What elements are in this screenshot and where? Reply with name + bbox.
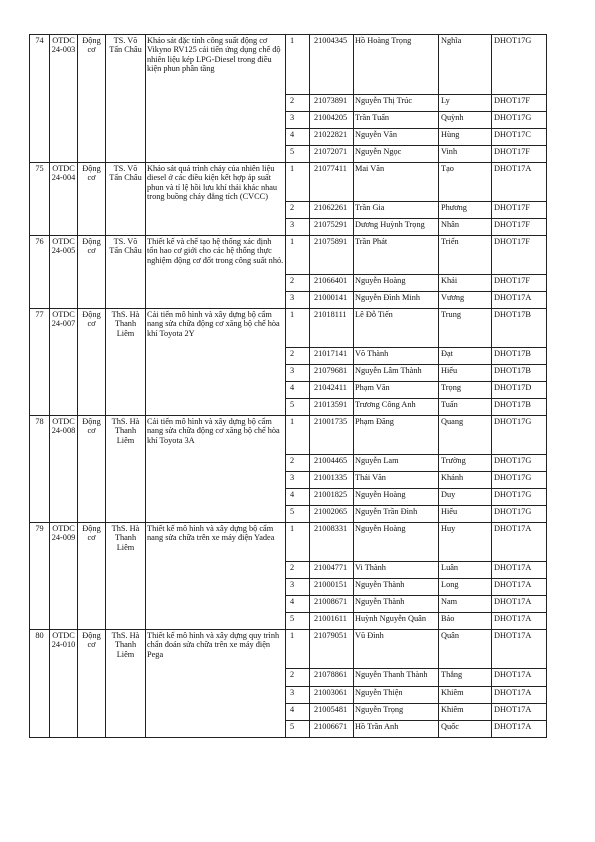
student-class-cell: DHOT17A xyxy=(492,687,547,704)
project-field-cell: Động cơ xyxy=(78,523,106,630)
student-id-cell: 21004465 xyxy=(310,455,354,472)
student-given-name-cell: Nam xyxy=(439,596,492,613)
lecturer-cell: ThS. Hà Thanh Liêm xyxy=(106,630,146,738)
topic-cell: Cải tiến mô hình và xây dựng bộ cẩm nang sửa chữa động cơ xăng bộ chế hòa khí Toyota 3A xyxy=(146,416,286,523)
student-given-name-cell: Thắng xyxy=(439,669,492,687)
student-given-name-cell: Quang xyxy=(439,416,492,455)
project-code-cell: OTDC 24-010 xyxy=(50,630,78,738)
topic-cell: Thiết kế và chế tạo hệ thống xác định tổn hao cơ giới cho các hệ thống thực nghiệm động cơ đốt trong công suất nhỏ. xyxy=(146,236,286,309)
student-class-cell: DHOT17A xyxy=(492,630,547,669)
student-id-cell: 21004771 xyxy=(310,562,354,579)
student-id-cell: 21003061 xyxy=(310,687,354,704)
student-index-cell: 1 xyxy=(286,163,310,202)
student-class-cell: DHOT17A xyxy=(492,669,547,687)
student-id-cell: 21001825 xyxy=(310,489,354,506)
student-id-cell: 21017141 xyxy=(310,348,354,365)
lecturer-cell: TS. Võ Tấn Châu xyxy=(106,35,146,163)
student-surname-cell: Trần Gia xyxy=(354,202,439,219)
lecturer-cell: ThS. Hà Thanh Liêm xyxy=(106,309,146,416)
student-given-name-cell: Phương xyxy=(439,202,492,219)
student-surname-cell: Nguyễn Thanh Thành xyxy=(354,669,439,687)
table-row xyxy=(30,309,547,348)
student-given-name-cell: Khiêm xyxy=(439,687,492,704)
table-row xyxy=(30,236,547,275)
student-surname-cell: Nguyễn Ngọc xyxy=(354,146,439,163)
student-index-cell: 1 xyxy=(286,309,310,348)
student-id-cell: 21005481 xyxy=(310,704,354,721)
student-class-cell: DHOT17B xyxy=(492,348,547,365)
student-given-name-cell: Quân xyxy=(439,630,492,669)
student-surname-cell: Nguyễn Thành xyxy=(354,579,439,596)
project-code-cell: OTDC 24-005 xyxy=(50,236,78,309)
lecturer-cell: TS. Võ Tấn Châu xyxy=(106,163,146,236)
student-index-cell: 2 xyxy=(286,669,310,687)
student-index-cell: 2 xyxy=(286,202,310,219)
student-class-cell: DHOT17B xyxy=(492,365,547,382)
student-surname-cell: Nguyễn Đình Minh xyxy=(354,292,439,309)
student-index-cell: 4 xyxy=(286,129,310,146)
student-index-cell: 5 xyxy=(286,613,310,630)
student-class-cell: DHOT17A xyxy=(492,704,547,721)
student-given-name-cell: Khánh xyxy=(439,472,492,489)
project-field-cell: Động cơ xyxy=(78,416,106,523)
student-class-cell: DHOT17G xyxy=(492,506,547,523)
student-given-name-cell: Tạo xyxy=(439,163,492,202)
project-number-cell: 76 xyxy=(30,236,50,309)
student-index-cell: 1 xyxy=(286,630,310,669)
student-given-name-cell: Quỳnh xyxy=(439,112,492,129)
student-surname-cell: Dương Huỳnh Trọng xyxy=(354,219,439,236)
student-id-cell: 21008671 xyxy=(310,596,354,613)
student-surname-cell: Vi Thành xyxy=(354,562,439,579)
student-id-cell: 21066401 xyxy=(310,275,354,292)
student-surname-cell: Trương Công Anh xyxy=(354,399,439,416)
student-surname-cell: Nguyễn Hoàng xyxy=(354,275,439,292)
student-index-cell: 1 xyxy=(286,236,310,275)
thesis-topics-table-page xyxy=(29,34,546,738)
student-surname-cell: Nguyễn Thành xyxy=(354,596,439,613)
student-index-cell: 1 xyxy=(286,416,310,455)
topic-cell: Cải tiến mô hình và xây dựng bộ cẩm nang sửa chữa động cơ xăng bộ chế hòa khí Toyota 2Y xyxy=(146,309,286,416)
student-surname-cell: Hồ Trần Anh xyxy=(354,721,439,738)
student-id-cell: 21000141 xyxy=(310,292,354,309)
student-given-name-cell: Trung xyxy=(439,309,492,348)
student-surname-cell: Nguyễn Lâm Thành xyxy=(354,365,439,382)
student-index-cell: 3 xyxy=(286,579,310,596)
student-index-cell: 5 xyxy=(286,721,310,738)
student-class-cell: DHOT17F xyxy=(492,219,547,236)
student-class-cell: DHOT17C xyxy=(492,129,547,146)
topic-cell: Thiết kế mô hình và xây dựng quy trình chẩn đoán sửa chữa trên xe máy điện Pega xyxy=(146,630,286,738)
student-class-cell: DHOT17A xyxy=(492,292,547,309)
student-class-cell: DHOT17F xyxy=(492,236,547,275)
project-number-cell: 77 xyxy=(30,309,50,416)
student-class-cell: DHOT17B xyxy=(492,399,547,416)
table-body xyxy=(30,35,547,738)
student-given-name-cell: Khải xyxy=(439,275,492,292)
student-class-cell: DHOT17F xyxy=(492,95,547,112)
project-number-cell: 74 xyxy=(30,35,50,163)
student-surname-cell: Nguyễn Hoàng xyxy=(354,489,439,506)
student-class-cell: DHOT17A xyxy=(492,721,547,738)
student-class-cell: DHOT17A xyxy=(492,523,547,562)
student-class-cell: DHOT17G xyxy=(492,455,547,472)
student-given-name-cell: Nhân xyxy=(439,219,492,236)
project-number-cell: 79 xyxy=(30,523,50,630)
student-class-cell: DHOT17G xyxy=(492,112,547,129)
student-id-cell: 21002065 xyxy=(310,506,354,523)
student-given-name-cell: Vinh xyxy=(439,146,492,163)
table-row xyxy=(30,416,547,455)
project-number-cell: 75 xyxy=(30,163,50,236)
topic-cell: Khảo sát quá trình cháy của nhiên liệu diesel ở các điều kiện kết hợp áp suất phun và tỉ lệ hồi lưu khí thải khác nhau trong buồng cháy đẳng tích (CVCC) xyxy=(146,163,286,236)
project-field-cell: Động cơ xyxy=(78,35,106,163)
project-code-cell: OTDC 24-008 xyxy=(50,416,78,523)
student-id-cell: 21004345 xyxy=(310,35,354,95)
student-class-cell: DHOT17G xyxy=(492,489,547,506)
lecturer-cell: ThS. Hà Thanh Liêm xyxy=(106,416,146,523)
student-class-cell: DHOT17F xyxy=(492,146,547,163)
student-id-cell: 21018111 xyxy=(310,309,354,348)
student-index-cell: 4 xyxy=(286,382,310,399)
student-id-cell: 21013591 xyxy=(310,399,354,416)
student-surname-cell: Vũ Đình xyxy=(354,630,439,669)
table-row xyxy=(30,163,547,202)
student-id-cell: 21075291 xyxy=(310,219,354,236)
student-index-cell: 3 xyxy=(286,365,310,382)
student-class-cell: DHOT17A xyxy=(492,562,547,579)
student-given-name-cell: Luân xyxy=(439,562,492,579)
student-id-cell: 21042411 xyxy=(310,382,354,399)
student-id-cell: 21004205 xyxy=(310,112,354,129)
student-id-cell: 21001611 xyxy=(310,613,354,630)
student-surname-cell: Phạm Đăng xyxy=(354,416,439,455)
student-surname-cell: Nguyễn Văn xyxy=(354,129,439,146)
topic-cell: Khảo sát đặc tính công suất động cơ Vikyno RV125 cải tiến ứng dụng chế độ nhiên liệu kép LPG-Diesel trong điều kiện phun phân tầng xyxy=(146,35,286,163)
student-class-cell: DHOT17F xyxy=(492,275,547,292)
student-given-name-cell: Tuấn xyxy=(439,399,492,416)
student-id-cell: 21072071 xyxy=(310,146,354,163)
project-code-cell: OTDC 24-003 xyxy=(50,35,78,163)
student-given-name-cell: Trường xyxy=(439,455,492,472)
table-row xyxy=(30,35,547,95)
student-given-name-cell: Nghĩa xyxy=(439,35,492,95)
student-given-name-cell: Hiếu xyxy=(439,365,492,382)
student-surname-cell: Mai Văn xyxy=(354,163,439,202)
student-index-cell: 2 xyxy=(286,562,310,579)
project-field-cell: Động cơ xyxy=(78,630,106,738)
student-surname-cell: Nguyễn Thị Trúc xyxy=(354,95,439,112)
student-id-cell: 21079051 xyxy=(310,630,354,669)
student-id-cell: 21078861 xyxy=(310,669,354,687)
student-index-cell: 2 xyxy=(286,95,310,112)
student-index-cell: 3 xyxy=(286,112,310,129)
student-index-cell: 5 xyxy=(286,146,310,163)
student-index-cell: 3 xyxy=(286,687,310,704)
project-code-cell: OTDC 24-007 xyxy=(50,309,78,416)
topic-cell: Thiết kế mô hình và xây dựng bộ cẩm nang sửa chữa trên xe máy điện Yadea xyxy=(146,523,286,630)
student-surname-cell: Thái Văn xyxy=(354,472,439,489)
student-surname-cell: Trần Tuấn xyxy=(354,112,439,129)
project-number-cell: 80 xyxy=(30,630,50,738)
student-id-cell: 21001335 xyxy=(310,472,354,489)
student-surname-cell: Lê Đỗ Tiến xyxy=(354,309,439,348)
student-id-cell: 21001735 xyxy=(310,416,354,455)
project-field-cell: Động cơ xyxy=(78,236,106,309)
student-index-cell: 2 xyxy=(286,275,310,292)
student-id-cell: 21073891 xyxy=(310,95,354,112)
student-given-name-cell: Vương xyxy=(439,292,492,309)
student-given-name-cell: Bảo xyxy=(439,613,492,630)
student-surname-cell: Nguyễn Hoàng xyxy=(354,523,439,562)
project-number-cell: 78 xyxy=(30,416,50,523)
student-index-cell: 2 xyxy=(286,455,310,472)
student-surname-cell: Võ Thành xyxy=(354,348,439,365)
lecturer-cell: ThS. Hà Thanh Liêm xyxy=(106,523,146,630)
student-index-cell: 3 xyxy=(286,219,310,236)
student-surname-cell: Huỳnh Nguyễn Quân xyxy=(354,613,439,630)
student-class-cell: DHOT17F xyxy=(492,202,547,219)
table-row xyxy=(30,630,547,669)
student-id-cell: 21077411 xyxy=(310,163,354,202)
student-given-name-cell: Khiêm xyxy=(439,704,492,721)
student-id-cell: 21079681 xyxy=(310,365,354,382)
student-index-cell: 5 xyxy=(286,399,310,416)
student-given-name-cell: Huy xyxy=(439,523,492,562)
student-class-cell: DHOT17G xyxy=(492,472,547,489)
student-class-cell: DHOT17A xyxy=(492,163,547,202)
student-surname-cell: Hồ Hoàng Trọng xyxy=(354,35,439,95)
thesis-assignment-table xyxy=(29,34,547,738)
student-given-name-cell: Trọng xyxy=(439,382,492,399)
student-given-name-cell: Triển xyxy=(439,236,492,275)
student-id-cell: 21006671 xyxy=(310,721,354,738)
student-id-cell: 21008331 xyxy=(310,523,354,562)
student-given-name-cell: Long xyxy=(439,579,492,596)
student-class-cell: DHOT17G xyxy=(492,416,547,455)
student-surname-cell: Nguyễn Lam xyxy=(354,455,439,472)
student-id-cell: 21075891 xyxy=(310,236,354,275)
student-id-cell: 21000151 xyxy=(310,579,354,596)
student-class-cell: DHOT17A xyxy=(492,579,547,596)
student-given-name-cell: Ly xyxy=(439,95,492,112)
student-index-cell: 4 xyxy=(286,489,310,506)
student-index-cell: 1 xyxy=(286,35,310,95)
project-field-cell: Động cơ xyxy=(78,309,106,416)
student-given-name-cell: Hùng xyxy=(439,129,492,146)
lecturer-cell: TS. Võ Tấn Châu xyxy=(106,236,146,309)
student-surname-cell: Nguyễn Trọng xyxy=(354,704,439,721)
project-code-cell: OTDC 24-009 xyxy=(50,523,78,630)
student-class-cell: DHOT17D xyxy=(492,382,547,399)
student-class-cell: DHOT17G xyxy=(492,35,547,95)
student-given-name-cell: Đạt xyxy=(439,348,492,365)
student-index-cell: 4 xyxy=(286,704,310,721)
student-surname-cell: Nguyễn Trần Đình xyxy=(354,506,439,523)
student-index-cell: 3 xyxy=(286,292,310,309)
student-index-cell: 1 xyxy=(286,523,310,562)
student-surname-cell: Trần Phát xyxy=(354,236,439,275)
student-index-cell: 5 xyxy=(286,506,310,523)
project-field-cell: Động cơ xyxy=(78,163,106,236)
student-given-name-cell: Quốc xyxy=(439,721,492,738)
student-surname-cell: Nguyễn Thiện xyxy=(354,687,439,704)
table-row xyxy=(30,523,547,562)
student-surname-cell: Phạm Văn xyxy=(354,382,439,399)
student-class-cell: DHOT17B xyxy=(492,309,547,348)
project-code-cell: OTDC 24-004 xyxy=(50,163,78,236)
student-id-cell: 21062261 xyxy=(310,202,354,219)
student-given-name-cell: Duy xyxy=(439,489,492,506)
student-class-cell: DHOT17A xyxy=(492,596,547,613)
student-index-cell: 4 xyxy=(286,596,310,613)
student-class-cell: DHOT17A xyxy=(492,613,547,630)
student-given-name-cell: Hiếu xyxy=(439,506,492,523)
student-id-cell: 21022821 xyxy=(310,129,354,146)
student-index-cell: 2 xyxy=(286,348,310,365)
student-index-cell: 3 xyxy=(286,472,310,489)
